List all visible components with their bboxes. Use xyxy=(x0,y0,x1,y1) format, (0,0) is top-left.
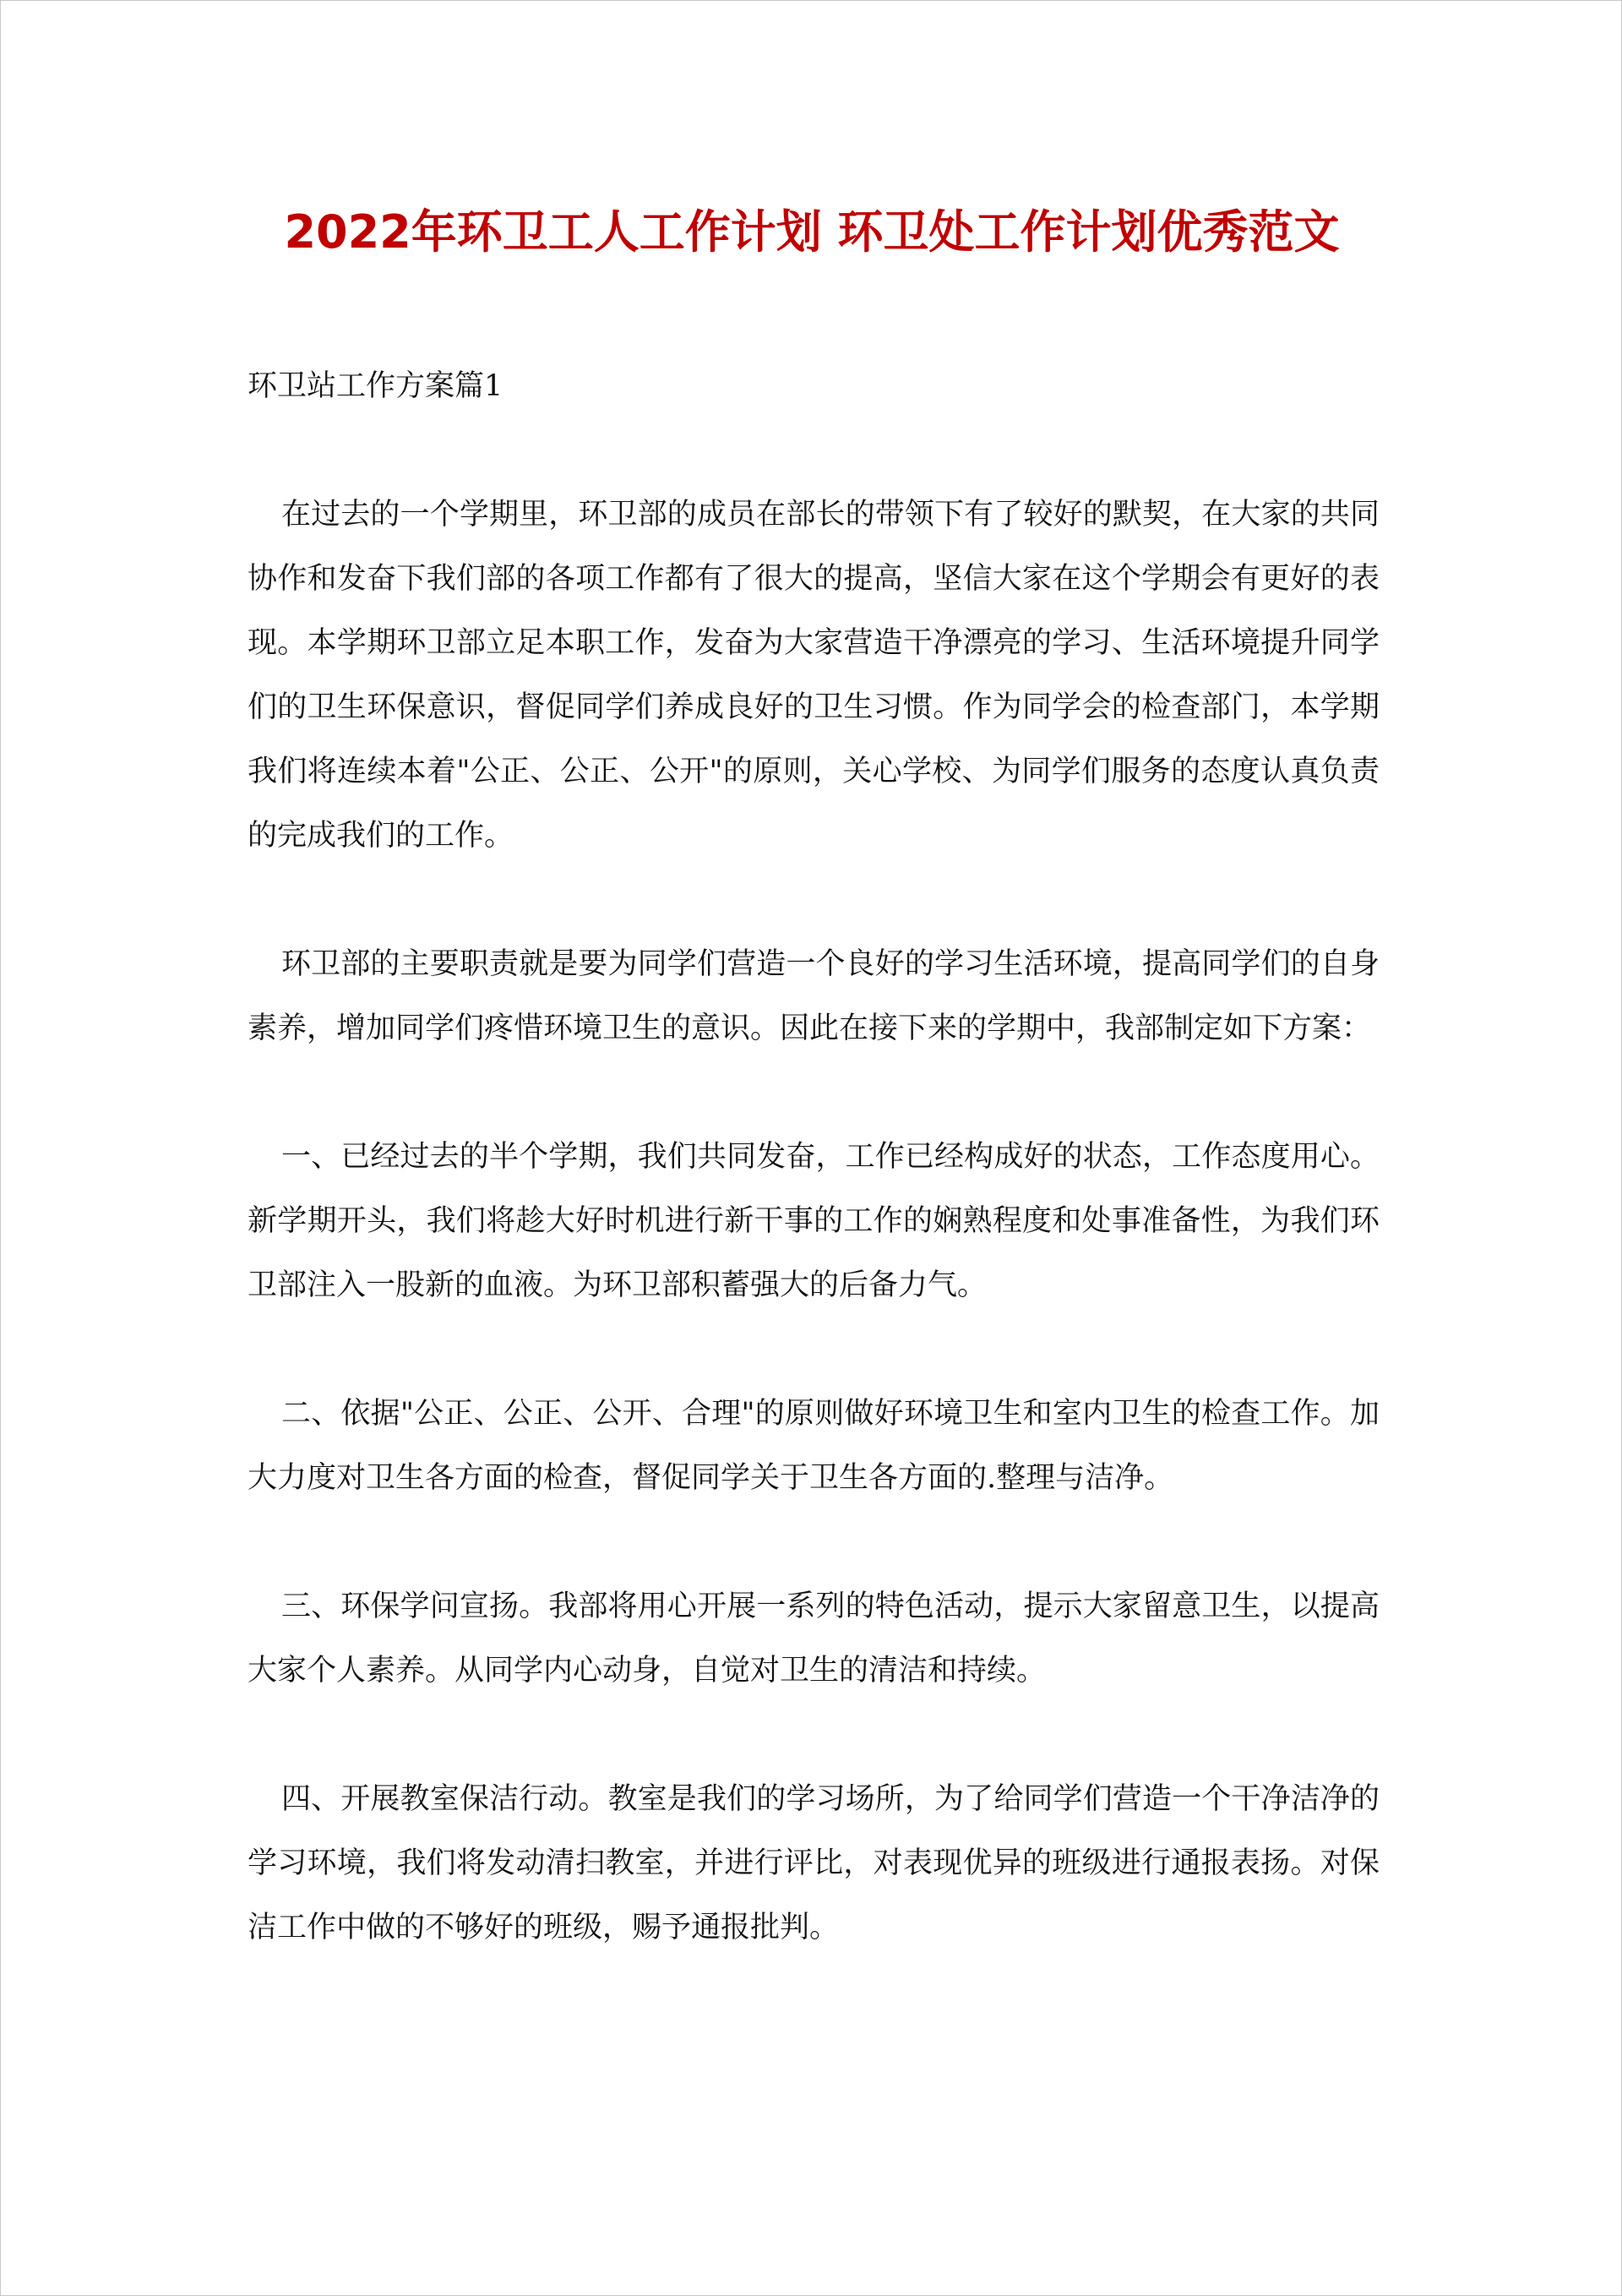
paragraph-6: 四、开展教室保洁行动。教室是我们的学习场所，为了给同学们营造一个干净洁净的学习环境，我们将发动清扫教室，并进行评比，对表现优异的班级进行通报表扬。对保洁工作中做的不够好的班级，赐予通报批判。 xyxy=(248,1782,1380,1944)
paragraph-1: 在过去的一个学期里，环卫部的成员在部长的带领下有了较好的默契，在大家的共同协作和发奋下我们部的各项工作都有了很大的提高，坚信大家在这个学期会有更好的表现。本学期环卫部立足本职工作，发奋为大家营造干净漂亮的学习、生活环境提升同学们的卫生环保意识，督促同学们养成良好的卫生习惯。作为同学会的检查部门，本学期我们将连续本着"公正、公正、公开"的原则，关心学校、为同学们服务的态度认真负责的完成我们的工作。 xyxy=(248,498,1380,853)
document-title: 2022年环卫工人工作计划 环卫处工作计划优秀范文 xyxy=(284,205,1340,259)
paragraph-2: 环卫部的主要职责就是要为同学们营造一个良好的学习生活环境，提高同学们的自身素养，增加同学们疼惜环境卫生的意识。因此在接下来的学期中，我部制定如下方案： xyxy=(248,947,1380,1045)
document-body xyxy=(248,354,1380,2024)
paragraph-3: 一、已经过去的半个学期，我们共同发奋，工作已经构成好的状态，工作态度用心。新学期开头，我们将趁大好时机进行新干事的工作的娴熟程度和处事准备性，为我们环卫部注入一股新的血液。为环卫部积蓄强大的后备力气。 xyxy=(248,1140,1380,1302)
section-heading: 环卫站工作方案篇1 xyxy=(248,369,503,403)
paragraph-5: 三、环保学问宣扬。我部将用心开展一系列的特色活动，提示大家留意卫生，以提高大家个人素养。从同学内心动身，自觉对卫生的清洁和持续。 xyxy=(248,1590,1380,1688)
paragraph-4: 二、依据"公正、公正、公开、合理"的原则做好环境卫生和室内卫生的检查工作。加大力度对卫生各方面的检查，督促同学关于卫生各方面的.整理与洁净。 xyxy=(248,1397,1380,1495)
